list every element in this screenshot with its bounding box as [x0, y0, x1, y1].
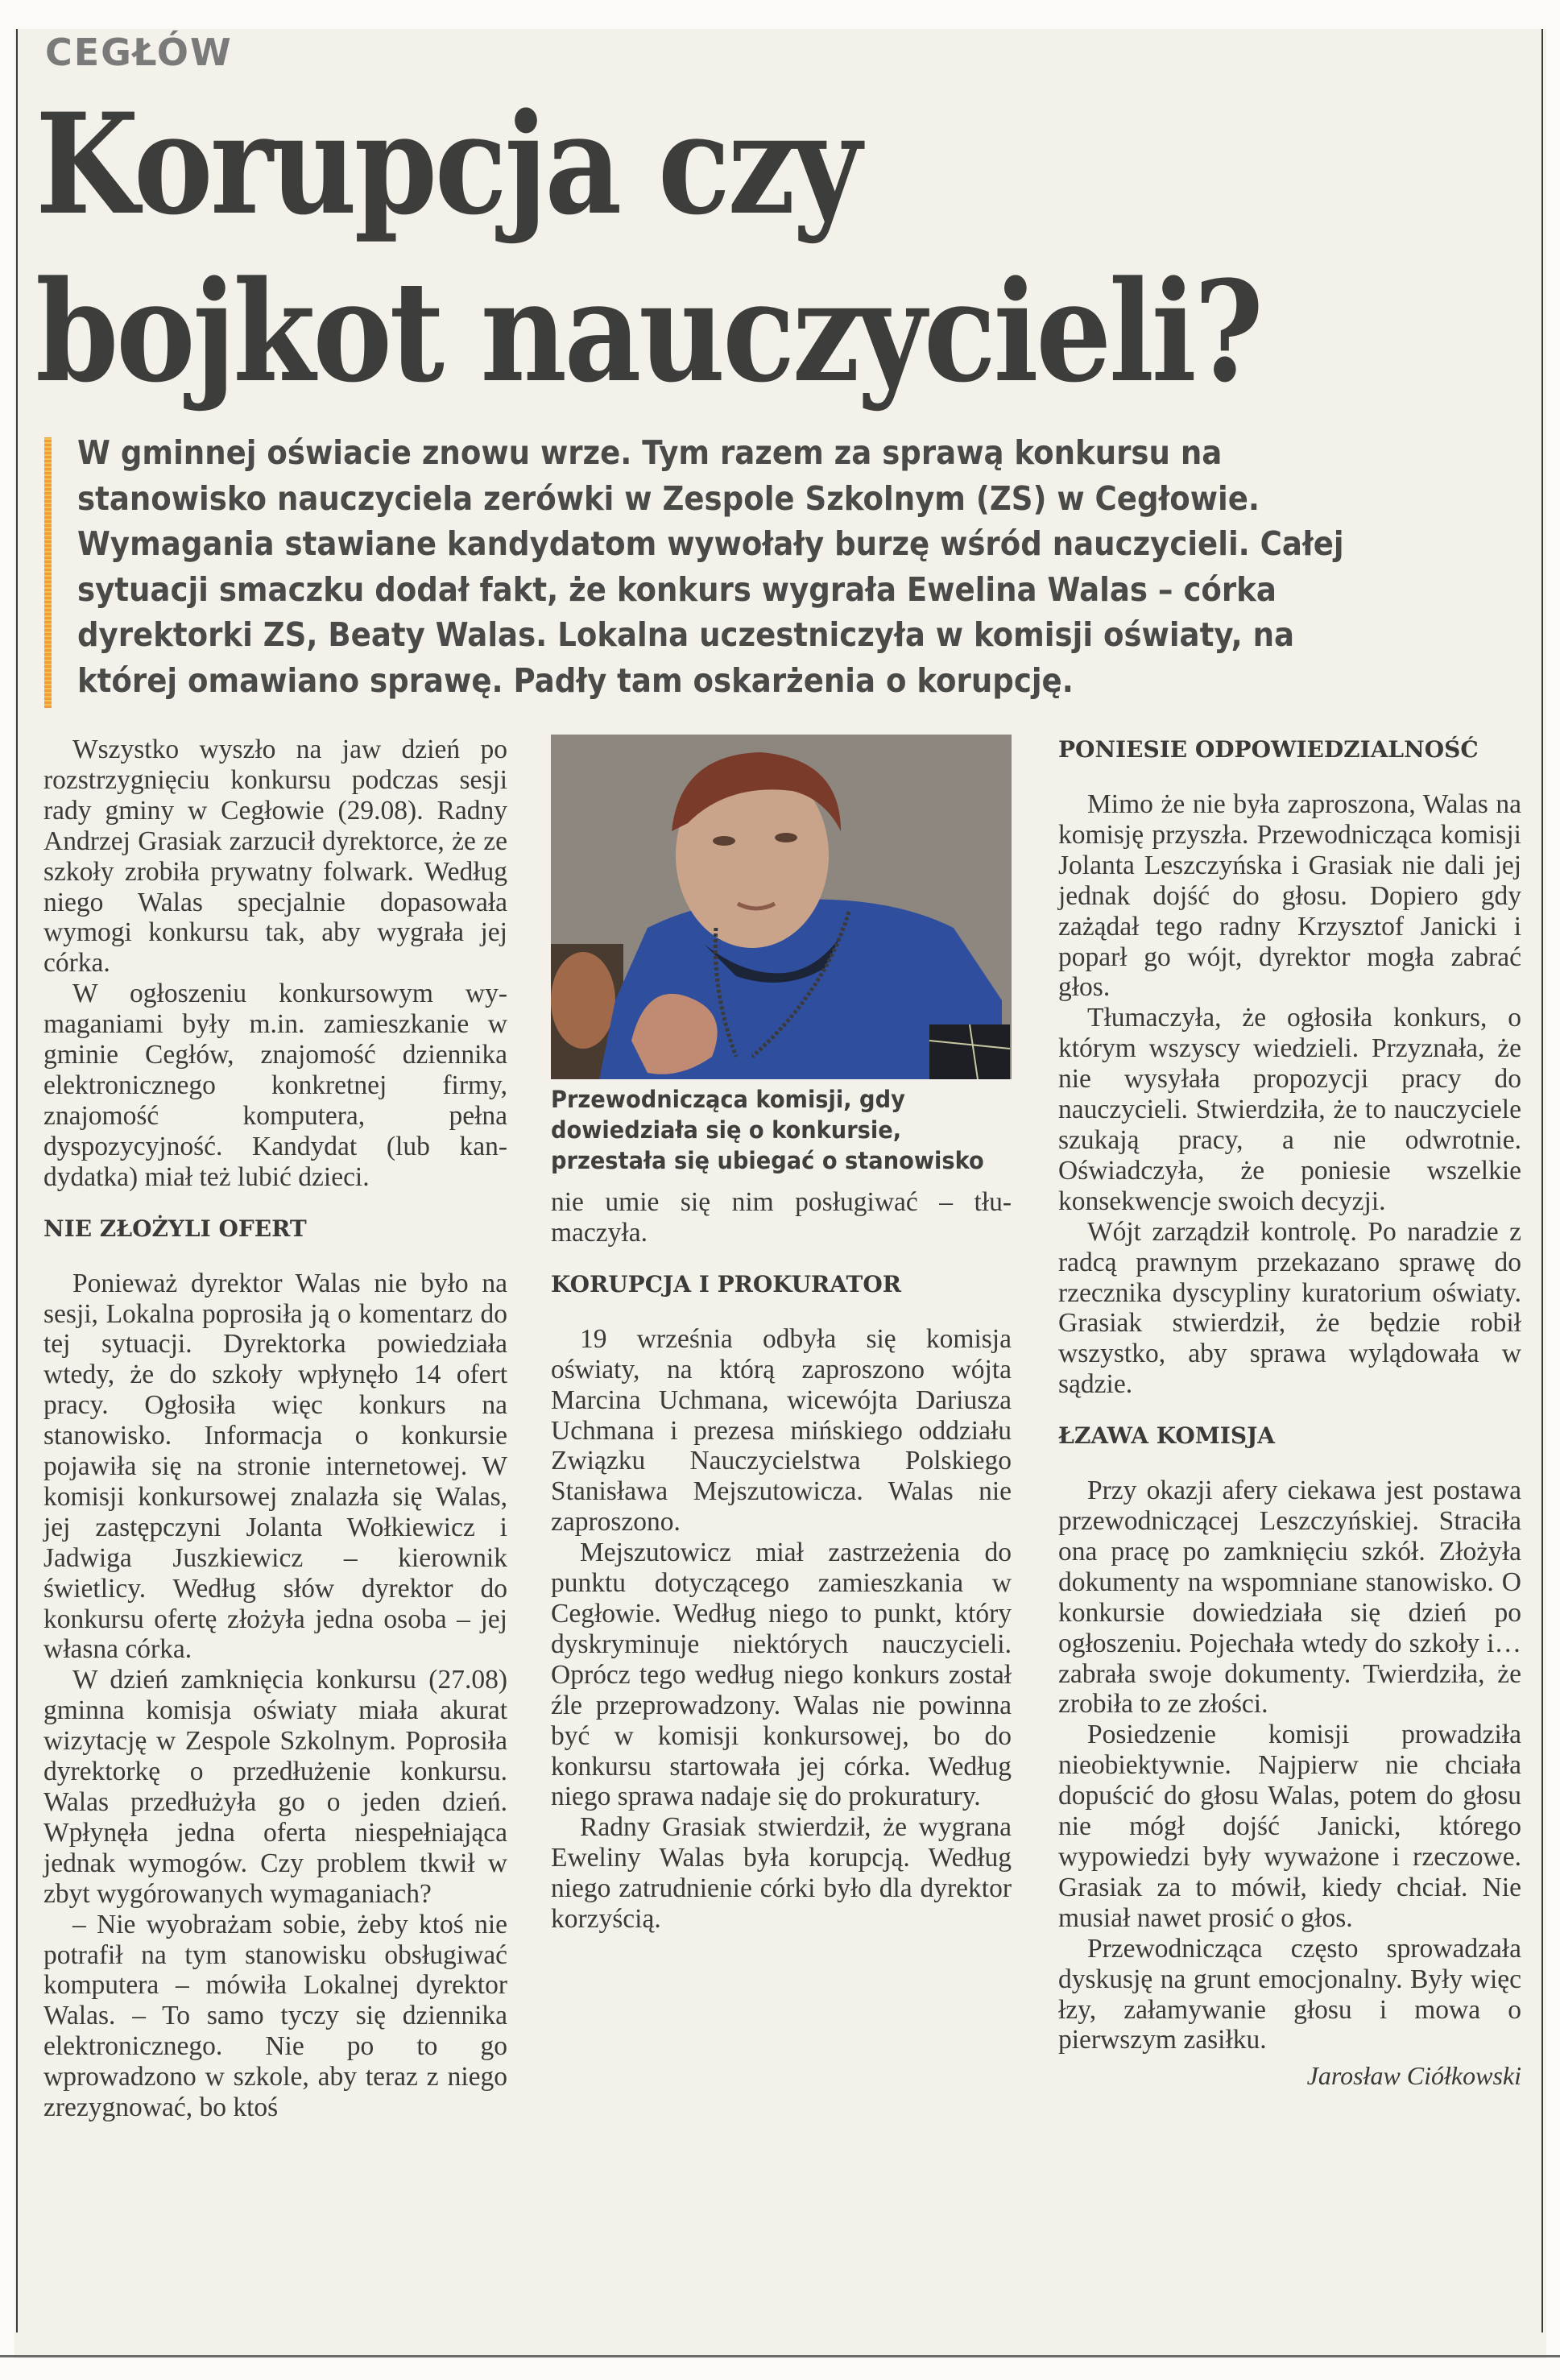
body-paragraph: Wójt zarządził kontrolę. Po naradzie z radcą prawnym przekazano sprawę do rzecznika dyscypliny kuratorium oświaty. Grasiak stwierdził, że będzie robił wszystko, aby sprawa wylądowała w sądzie.	[1058, 1216, 1521, 1400]
lead-accent-bar	[44, 437, 52, 708]
right-border-rule	[1541, 29, 1543, 2332]
body-paragraph: Ponieważ dyrektor Walas nie było na sesji, Lokalna poprosiła ją o komentarz do tej sytuacji. Dyrektorka powiedziała wtedy, że do szkoły wpłynęło 14 ofert pracy. Ogłosiła więc konkurs na stanowisko. Informacja o konkursie pojawiła się na stronie internetowej. W komisji konkursowej znalazła się Walas, jej zastępczyni Jolanta Wołkiewicz i Jadwiga Juszkiewicz – kierownik świetlicy. Według słów dyrektor do konkursu ofertę złożyła jedna osoba – jej własna córka.	[43, 1268, 507, 1665]
body-paragraph: Przewodnicząca często sprowadzała dyskusję na grunt emocjonalny. Były więc łzy, załamywanie głosu i mowa o pierwszym zasiłku.	[1058, 1933, 1521, 2055]
body-paragraph: Radny Grasiak stwierdził, że wygrana Eweliny Walas była korupcją. Według niego zatrudnienie córki było dla dyrektor korzyścią.	[551, 1812, 1012, 1935]
section-kicker: CEGŁÓW	[45, 31, 233, 74]
byline-author: Jarosław Ciółkowski	[1306, 2061, 1521, 2091]
body-paragraph: Mejszutowicz miał zastrzeżenia do punktu dotyczącego zamieszkania w Cegłowie. Według niego to punkt, który dyskryminuje niektórych nauczycieli. Oprócz tego według niego konkurs został źle przeprowadzony. Walas nie powinna być w komisji konkursowej, bo do konkursu startowała jej córka. Według niego sprawa nadaje się do prokuratury.	[551, 1538, 1012, 1812]
column-3	[1058, 735, 1521, 2091]
body-paragraph: 19 września odbyła się komisja oświaty, na którą zaproszono wójta Marcina Uchmana, wicewójta Dariusza Uchmana i prezesa mińskiego oddziału Związku Nauczycielstwa Polskiego Stanisława Mejszutowicza. Walas nie zaproszono.	[551, 1323, 1012, 1538]
body-paragraph: W ogłoszeniu konkursowym wymaganiami były m.in. zamieszkanie w gminie Cegłów, znajomość dziennika elektronicznego konkretnej firmy, znajomość komputera, pełna dyspozycyjność. Kandydat (lub kandydatka) miał też lubić dzieci.	[43, 979, 507, 1192]
body-paragraph: Mimo że nie była zaproszona, Walas na komisję przyszła. Przewodnicząca komisji Jolanta Leszczyńska i Grasiak nie dali jej jednak dojść do głosu. Dopiero gdy zażądał tego radny Krzysztof Janicki i poparł go wójt, dyrektor mogła zabrać głos.	[1058, 789, 1521, 1003]
subheading: PONIESIE ODPOWIEDZIALNOŚĆ	[1058, 736, 1479, 763]
body-paragraph: W dzień zamknięcia konkursu (27.08) gminna komisja oświaty miała akurat wizytację w Zespole Szkolnym. Poprosiła dyrektorkę o przedłużenie konkursu. Walas przedłużyła go o jeden dzień. Wpłynęła jedna oferta niespełniająca jednak wymogów. Czy problem tkwił w zbyt wygórowanych wymaganiach?	[43, 1665, 507, 1909]
subheading: NIE ZŁOŻYLI OFERT	[43, 1215, 307, 1242]
lead-paragraph: W gminnej oświacie znowu wrze. Tym razem za sprawą konkursu na stanowisko nauczyciela zerówki w Zespole Szkolnym (ZS) w Cegłowie. Wymagania stawiane kandydatom wywołały burzę wśród nauczycieli. Całej sytuacji smaczku dodał fakt, że konkurs wygrała Ewelina Walas – córka dyrektorki ZS, Beaty Walas. Lokalna uczestniczyła w komisji oświaty, na której omawiano sprawę. Padły tam oskarżenia o korupcję.	[77, 433, 1344, 700]
body-paragraph: – Nie wyobrażam sobie, żeby ktoś nie potrafił na tym stanowisku obsługiwać komputera – mówiła Lokalnej dyrektor Walas. – To samo tyczy się dziennika elektronicznego. Nie po to go wprowadzono w szkole, aby teraz z niego zrezygnować, bo ktoś	[43, 1909, 507, 2123]
column-2	[551, 735, 1012, 1935]
subheading: ŁZAWA KOMISJA	[1058, 1422, 1276, 1450]
photo-caption: Przewodnicząca komisji, gdy dowiedziała się o konkursie, przestała się ubiegać o stanowisko	[551, 1086, 984, 1174]
column-1	[43, 735, 507, 2123]
headline: Korupcja czy bojkot nauczycieli?	[35, 82, 1261, 413]
body-paragraph: nie umie się nim posługiwać – tłumaczyła.	[551, 1187, 1012, 1248]
photo-image	[551, 735, 1012, 1079]
body-paragraph: Posiedzenie komisji prowadziła nieobiektywnie. Najpierw nie chciała dopuścić do głosu Walas, potem do głosu nie mógł dojść Janicki, którego wypowiedzi były wyważone i rzeczowe. Grasiak za to mówił, kiedy chciał. Nie musiał nawet prosić o głos.	[1058, 1720, 1521, 1933]
photo-chairwoman	[551, 735, 1012, 1079]
body-paragraph: Przy okazji afery ciekawa jest postawa przewodniczącej Leszczyńskiej. Straciła ona pracę po zamknięciu szkół. Złożyła dokumenty na wspomniane stanowisko. O konkursie dowiedziała się dzień po ogłoszeniu. Pojechała wtedy do szkoły i… zabrała swoje dokumenty. Twierdziła, że zrobiła to ze złości.	[1058, 1476, 1521, 1720]
body-paragraph: Wszystko wyszło na jaw dzień po rozstrzygnięciu konkursu podczas sesji rady gminy w Cegłowie (29.08). Radny Andrzej Grasiak zarzucił dyrektorce, że ze szkoły zrobiła prywatny folwark. Według niego Walas specjalnie dopasowała wymogi konkursu tak, aby wygrała jej córka.	[43, 735, 507, 979]
body-paragraph: Tłumaczyła, że ogłosiła konkurs, o którym wszyscy wiedzieli. Przyznała, że nie wysyłała propozycji pracy do nauczycieli. Stwierdziła, że to nauczyciele szukają pracy, a nie odwrotnie. Oświadczyła, że poniesie wszelkie konsekwencje swoich decyzji.	[1058, 1003, 1521, 1216]
bottom-border-rule	[0, 2355, 1560, 2357]
subheading: KORUPCJA I PROKURATOR	[551, 1270, 901, 1298]
left-border-rule	[16, 29, 18, 2332]
